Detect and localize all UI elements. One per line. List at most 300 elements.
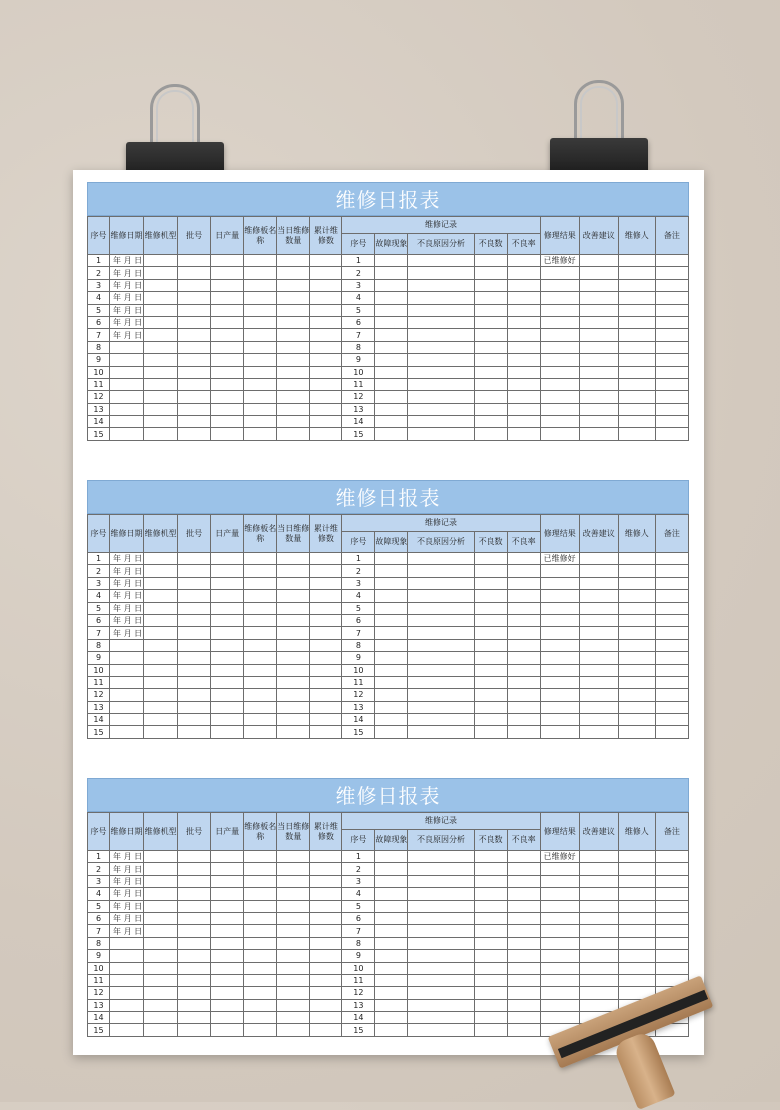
cell-empty [507,664,540,676]
cell-empty [408,974,474,986]
cell-record-seq: 2 [342,863,375,875]
header-text: 当日维修数量 [277,523,310,543]
cell-seq: 12 [88,391,110,403]
cell-empty [144,354,178,366]
cell-empty [375,676,408,688]
cell-record-seq: 6 [342,316,375,328]
cell-empty [408,664,474,676]
cell-record-seq: 8 [342,937,375,949]
cell-empty [211,726,244,738]
cell-empty [178,875,211,887]
cell-empty [579,875,618,887]
cell-empty [474,875,507,887]
cell-result [540,378,579,390]
cell-seq: 4 [88,292,110,304]
col-header-daily-output: 日产量 [211,515,244,553]
cell-empty [310,316,342,328]
cell-empty [244,701,277,713]
cell-date [110,701,144,713]
cell-result [540,962,579,974]
cell-empty [144,366,178,378]
cell-empty [211,875,244,887]
cell-empty [375,602,408,614]
table-row [88,316,689,328]
cell-empty [408,987,474,999]
cell-empty [375,366,408,378]
cell-empty [144,652,178,664]
cell-empty [618,689,655,701]
cell-empty [408,900,474,912]
cell-empty [375,1024,408,1036]
cell-empty [507,590,540,602]
report-title: 维修日报表 [87,778,689,812]
cell-date: 年 月 日 [110,304,144,316]
cell-empty [211,391,244,403]
cell-record-seq: 6 [342,614,375,626]
cell-result [540,304,579,316]
cell-empty [310,1024,342,1036]
table-row [88,676,689,688]
cell-result [540,900,579,912]
cell-empty [178,316,211,328]
cell-empty [507,937,540,949]
cell-empty [474,602,507,614]
cell-empty [408,304,474,316]
cell-empty [244,366,277,378]
cell-empty [507,279,540,291]
cell-empty [178,565,211,577]
cell-date: 年 月 日 [110,267,144,279]
cell-empty [211,403,244,415]
col-header-result: 修理结果 [540,217,579,255]
cell-empty [244,652,277,664]
cell-empty [144,378,178,390]
cell-seq: 7 [88,627,110,639]
col-header-cumulative [310,217,342,255]
cell-empty [408,602,474,614]
cell-empty [178,341,211,353]
cell-result [540,912,579,924]
col-header-record-seq: 序号 [342,830,375,851]
cell-empty [144,391,178,403]
cell-seq: 2 [88,565,110,577]
cell-empty [310,987,342,999]
cell-empty [375,900,408,912]
cell-empty [178,726,211,738]
cell-empty [244,851,277,863]
cell-empty [408,255,474,267]
cell-empty [474,912,507,924]
cell-empty [310,937,342,949]
cell-empty [178,590,211,602]
cell-empty [277,354,310,366]
table-row [88,937,689,949]
cell-date: 年 月 日 [110,912,144,924]
col-header-date: 维修日期 [110,515,144,553]
cell-empty [178,851,211,863]
cell-empty [277,391,310,403]
cell-empty [507,912,540,924]
cell-empty [211,652,244,664]
cell-empty [655,428,688,440]
cell-empty [144,565,178,577]
cell-empty [408,329,474,341]
col-header-remark: 备注 [655,217,688,255]
cell-empty [507,316,540,328]
cell-empty [244,614,277,626]
cell-record-seq: 11 [342,378,375,390]
table-row [88,701,689,713]
cell-empty [144,937,178,949]
cell-empty [579,577,618,589]
cell-empty [211,900,244,912]
cell-empty [507,999,540,1011]
cell-empty [375,279,408,291]
table-row [88,366,689,378]
cell-empty [211,888,244,900]
cell-seq: 5 [88,304,110,316]
cell-empty [244,937,277,949]
cell-empty [474,987,507,999]
cell-empty [178,403,211,415]
table-row [88,714,689,726]
cell-empty [507,875,540,887]
cell-empty [277,577,310,589]
cell-empty [178,428,211,440]
repair-report-1 [87,182,689,441]
cell-empty [579,851,618,863]
cell-empty [178,652,211,664]
cell-empty [408,627,474,639]
cell-empty [474,863,507,875]
table-row [88,403,689,415]
col-header-repairer: 维修人 [618,217,655,255]
cell-empty [655,639,688,651]
cell-record-seq: 1 [342,851,375,863]
cell-empty [178,602,211,614]
cell-empty [244,664,277,676]
cell-empty [211,925,244,937]
cell-record-seq: 13 [342,403,375,415]
report-title: 维修日报表 [87,480,689,514]
cell-empty [579,279,618,291]
col-header-date: 维修日期 [110,813,144,851]
cell-empty [375,999,408,1011]
cell-empty [618,962,655,974]
cell-seq: 8 [88,639,110,651]
cell-empty [244,726,277,738]
col-header-defect-rate: 不良率 [507,234,540,255]
cell-empty [178,553,211,565]
cell-empty [144,701,178,713]
cell-empty [310,329,342,341]
cell-empty [507,974,540,986]
cell-record-seq: 1 [342,553,375,565]
cell-empty [277,912,310,924]
cell-empty [211,664,244,676]
cell-record-seq: 14 [342,416,375,428]
cell-empty [618,627,655,639]
cell-empty [618,639,655,651]
col-header-suggestion: 改善建议 [579,515,618,553]
cell-empty [579,925,618,937]
cell-empty [277,888,310,900]
cell-empty [277,267,310,279]
table-row [88,900,689,912]
cell-empty [507,354,540,366]
cell-empty [211,316,244,328]
cell-date [110,950,144,962]
cell-result [540,664,579,676]
cell-result [540,937,579,949]
cell-empty [474,900,507,912]
cell-empty [474,726,507,738]
cell-empty [277,714,310,726]
header-text: 当日维修数量 [277,821,310,841]
cell-empty [211,304,244,316]
cell-record-seq: 6 [342,912,375,924]
cell-empty [211,1012,244,1024]
cell-empty [244,689,277,701]
cell-empty [618,577,655,589]
cell-empty [618,316,655,328]
header-text: 维修板名称 [244,821,277,841]
cell-empty [375,664,408,676]
cell-empty [244,974,277,986]
cell-empty [618,267,655,279]
report-table [87,514,689,739]
cell-empty [655,689,688,701]
cell-empty [178,1012,211,1024]
cell-seq: 14 [88,714,110,726]
cell-empty [375,974,408,986]
cell-empty [178,614,211,626]
cell-record-seq: 12 [342,987,375,999]
cell-record-seq: 14 [342,714,375,726]
cell-result [540,341,579,353]
cell-record-seq: 3 [342,875,375,887]
cell-empty [408,701,474,713]
cell-empty [618,378,655,390]
cell-date: 年 月 日 [110,925,144,937]
cell-result [540,316,579,328]
cell-record-seq: 4 [342,590,375,602]
cell-empty [144,987,178,999]
cell-empty [277,602,310,614]
cell-date: 年 月 日 [110,553,144,565]
cell-empty [408,590,474,602]
cell-empty [474,652,507,664]
cell-empty [507,689,540,701]
cell-seq: 6 [88,614,110,626]
cell-seq: 5 [88,602,110,614]
cell-empty [211,590,244,602]
cell-empty [277,614,310,626]
cell-empty [507,602,540,614]
cell-empty [244,565,277,577]
cell-seq: 1 [88,255,110,267]
table-row [88,354,689,366]
cell-empty [474,341,507,353]
cell-empty [375,726,408,738]
cell-empty [178,366,211,378]
cell-date [110,987,144,999]
cell-empty [244,292,277,304]
cell-empty [375,714,408,726]
cell-date: 年 月 日 [110,255,144,267]
cell-seq: 2 [88,267,110,279]
col-header-model: 维修机型 [144,515,178,553]
col-header-remark: 备注 [655,813,688,851]
cell-date [110,664,144,676]
cell-empty [211,553,244,565]
cell-empty [144,341,178,353]
cell-empty [408,652,474,664]
cell-empty [408,639,474,651]
cell-empty [375,639,408,651]
cell-empty [144,416,178,428]
cell-empty [507,714,540,726]
cell-empty [579,590,618,602]
cell-empty [474,1024,507,1036]
cell-empty [178,378,211,390]
col-header-suggestion: 改善建议 [579,217,618,255]
cell-empty [310,664,342,676]
cell-empty [474,950,507,962]
cell-empty [375,701,408,713]
cell-empty [375,1012,408,1024]
cell-empty [244,900,277,912]
cell-empty [655,900,688,912]
cell-record-seq: 4 [342,292,375,304]
cell-empty [375,851,408,863]
cell-empty [474,639,507,651]
cell-date [110,416,144,428]
cell-empty [579,304,618,316]
cell-empty [655,614,688,626]
cell-empty [655,912,688,924]
cell-empty [144,403,178,415]
cell-empty [507,888,540,900]
cell-empty [144,900,178,912]
cell-empty [144,863,178,875]
cell-record-seq: 15 [342,428,375,440]
cell-empty [579,403,618,415]
col-header-record: 维修记录 [342,813,540,830]
cell-empty [211,689,244,701]
cell-empty [310,714,342,726]
cell-empty [579,602,618,614]
cell-empty [618,403,655,415]
cell-empty [144,974,178,986]
cell-seq: 11 [88,676,110,688]
cell-empty [507,614,540,626]
cell-empty [178,577,211,589]
cell-empty [310,553,342,565]
cell-empty [244,676,277,688]
cell-empty [618,341,655,353]
cell-empty [144,999,178,1011]
cell-empty [211,627,244,639]
cell-empty [277,925,310,937]
cell-empty [408,875,474,887]
col-header-board-name [244,217,277,255]
col-header-repairer: 维修人 [618,515,655,553]
cell-empty [178,701,211,713]
col-header-cause [408,532,474,553]
cell-empty [244,577,277,589]
cell-date [110,639,144,651]
cell-empty [618,354,655,366]
cell-empty [244,987,277,999]
cell-empty [375,652,408,664]
cell-empty [655,553,688,565]
cell-empty [655,354,688,366]
cell-empty [579,366,618,378]
table-row [88,925,689,937]
table-row [88,255,689,267]
cell-empty [507,577,540,589]
cell-empty [474,416,507,428]
col-header-symptom: 故障现象 [375,830,408,851]
cell-empty [408,366,474,378]
cell-empty [474,255,507,267]
col-header-symptom: 故障现象 [375,532,408,553]
cell-empty [618,428,655,440]
cell-seq: 7 [88,925,110,937]
cell-seq: 10 [88,664,110,676]
cell-result [540,354,579,366]
cell-empty [178,354,211,366]
col-header-daily-output: 日产量 [211,813,244,851]
cell-record-seq: 5 [342,602,375,614]
cell-empty [507,428,540,440]
cell-empty [408,267,474,279]
col-header-result: 修理结果 [540,813,579,851]
cell-record-seq: 13 [342,701,375,713]
cell-seq: 12 [88,689,110,701]
cell-empty [507,676,540,688]
cell-empty [474,329,507,341]
cell-empty [211,292,244,304]
cell-seq: 15 [88,1024,110,1036]
cell-record-seq: 15 [342,726,375,738]
cell-empty [655,565,688,577]
cell-record-seq: 14 [342,1012,375,1024]
rubber-stamp [540,975,720,1102]
cell-record-seq: 12 [342,391,375,403]
cell-empty [211,962,244,974]
cell-empty [655,602,688,614]
col-header-seq: 序号 [88,813,110,851]
col-header-record: 维修记录 [342,515,540,532]
cell-empty [310,292,342,304]
cell-empty [211,378,244,390]
table-row [88,577,689,589]
col-header-record-seq: 序号 [342,532,375,553]
cell-empty [408,292,474,304]
cell-result [540,292,579,304]
cell-empty [474,403,507,415]
cell-record-seq: 2 [342,267,375,279]
col-header-seq: 序号 [88,515,110,553]
table-row [88,279,689,291]
cell-empty [277,987,310,999]
cell-seq: 12 [88,987,110,999]
cell-empty [144,726,178,738]
cell-empty [310,900,342,912]
cell-empty [178,329,211,341]
